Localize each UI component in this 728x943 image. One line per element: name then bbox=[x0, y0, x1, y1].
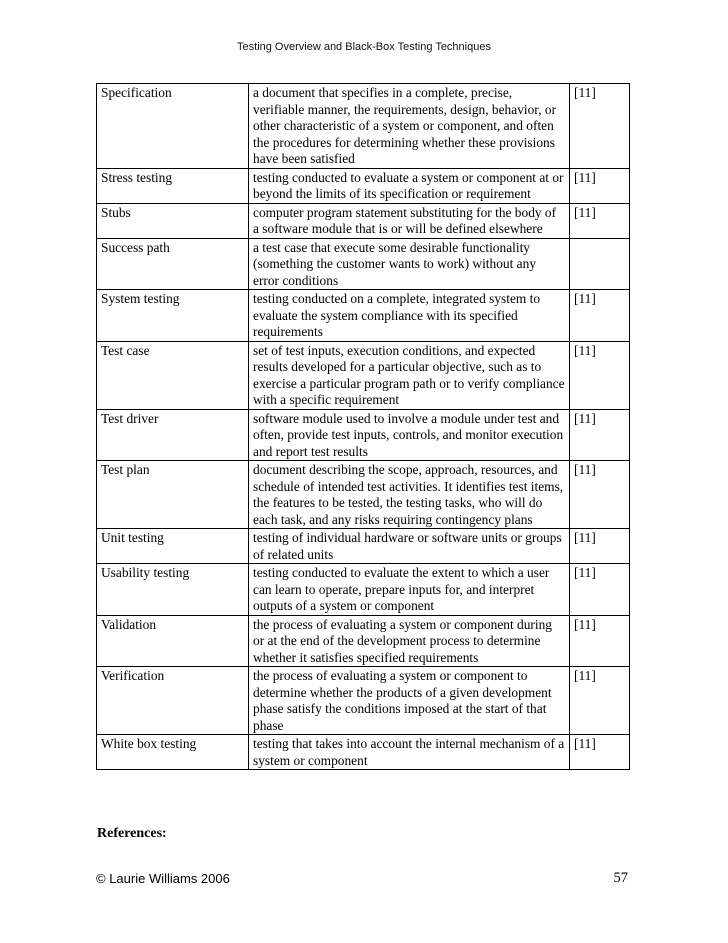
reference-cell: [11] bbox=[570, 409, 630, 461]
term-cell: Stress testing bbox=[97, 168, 249, 203]
table-row bbox=[97, 409, 630, 461]
reference-cell: [11] bbox=[570, 290, 630, 342]
reference-cell: [11] bbox=[570, 461, 630, 529]
definition-cell: a document that specifies in a complete, precise, verifiable manner, the requirements, design, behavior, or other characteristic of a system or component, and often the procedures for determining whether these provisions have been satisfied bbox=[249, 84, 570, 169]
table-row bbox=[97, 564, 630, 616]
term-cell: Test plan bbox=[97, 461, 249, 529]
reference-cell: [11] bbox=[570, 564, 630, 616]
table-row bbox=[97, 238, 630, 290]
term-cell: Usability testing bbox=[97, 564, 249, 616]
table-row bbox=[97, 735, 630, 770]
term-cell: Test case bbox=[97, 341, 249, 409]
definition-cell: set of test inputs, execution conditions, and expected results developed for a particular objective, such as to exercise a particular program path or to verify compliance with a specific requirement bbox=[249, 341, 570, 409]
reference-cell: [11] bbox=[570, 615, 630, 667]
reference-cell: [11] bbox=[570, 735, 630, 770]
table-row bbox=[97, 615, 630, 667]
term-cell: Unit testing bbox=[97, 529, 249, 564]
term-cell: Verification bbox=[97, 667, 249, 735]
definition-cell: a test case that execute some desirable functionality (something the customer wants to work) without any error conditions bbox=[249, 238, 570, 290]
table-row bbox=[97, 461, 630, 529]
footer-copyright: © Laurie Williams 2006 bbox=[96, 871, 230, 886]
glossary-table bbox=[96, 83, 630, 770]
page-number: 57 bbox=[613, 870, 628, 886]
definition-cell: testing conducted on a complete, integrated system to evaluate the system compliance with its specified requirements bbox=[249, 290, 570, 342]
term-cell: Validation bbox=[97, 615, 249, 667]
reference-cell: [11] bbox=[570, 529, 630, 564]
reference-cell: [11] bbox=[570, 667, 630, 735]
term-cell: Stubs bbox=[97, 203, 249, 238]
definition-cell: the process of evaluating a system or component during or at the end of the development process to determine whether it satisfies specified requirements bbox=[249, 615, 570, 667]
reference-cell: [11] bbox=[570, 203, 630, 238]
definition-cell: computer program statement substituting for the body of a software module that is or will be defined elsewhere bbox=[249, 203, 570, 238]
definition-cell: testing that takes into account the internal mechanism of a system or component bbox=[249, 735, 570, 770]
term-cell: System testing bbox=[97, 290, 249, 342]
table-row bbox=[97, 203, 630, 238]
reference-cell: [11] bbox=[570, 84, 630, 169]
table-row bbox=[97, 290, 630, 342]
term-cell: White box testing bbox=[97, 735, 249, 770]
table-row bbox=[97, 168, 630, 203]
term-cell: Success path bbox=[97, 238, 249, 290]
references-heading: References: bbox=[97, 826, 167, 841]
reference-cell: [11] bbox=[570, 341, 630, 409]
term-cell: Specification bbox=[97, 84, 249, 169]
definition-cell: software module used to involve a module under test and often, provide test inputs, controls, and monitor execution and report test results bbox=[249, 409, 570, 461]
page-header: Testing Overview and Black-Box Testing Techniques bbox=[237, 41, 491, 53]
table-row bbox=[97, 341, 630, 409]
glossary-body bbox=[97, 84, 630, 770]
definition-cell: document describing the scope, approach, resources, and schedule of intended test activities. It identifies test items, the features to be tested, the testing tasks, who will do each task, and any risks requiring contingency plans bbox=[249, 461, 570, 529]
definition-cell: testing conducted to evaluate the extent to which a user can learn to operate, prepare inputs for, and interpret outputs of a system or component bbox=[249, 564, 570, 616]
table-row bbox=[97, 84, 630, 169]
reference-cell: [11] bbox=[570, 168, 630, 203]
term-cell: Test driver bbox=[97, 409, 249, 461]
definition-cell: testing of individual hardware or software units or groups of related units bbox=[249, 529, 570, 564]
reference-cell bbox=[570, 238, 630, 290]
table-row bbox=[97, 529, 630, 564]
definition-cell: testing conducted to evaluate a system or component at or beyond the limits of its specification or requirement bbox=[249, 168, 570, 203]
definition-cell: the process of evaluating a system or component to determine whether the products of a given development phase satisfy the conditions imposed at the start of that phase bbox=[249, 667, 570, 735]
table-row bbox=[97, 667, 630, 735]
